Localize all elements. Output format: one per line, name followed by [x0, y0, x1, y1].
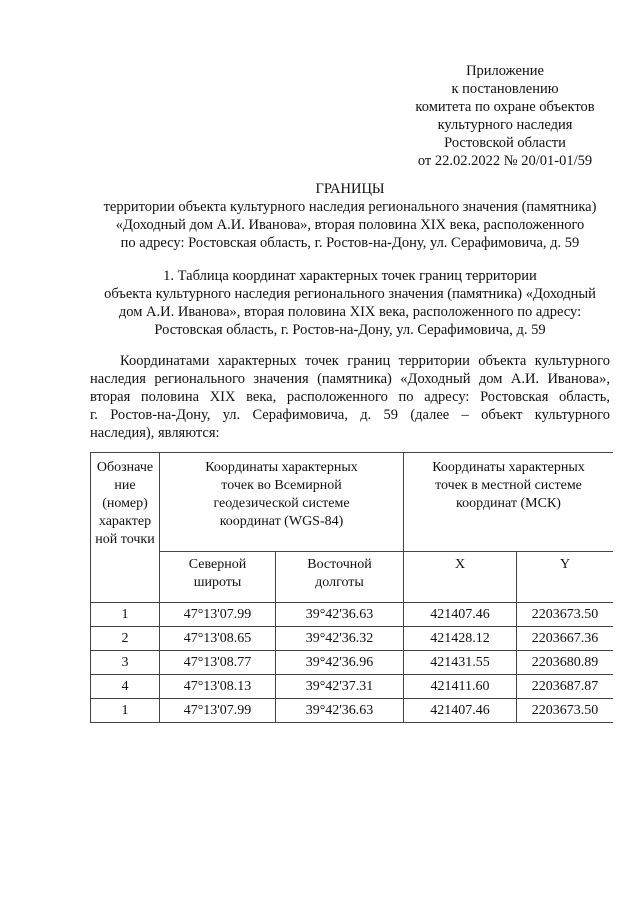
- appendix-line: Ростовской области: [444, 135, 566, 151]
- cell-x: 421407.46: [404, 699, 517, 723]
- header-line: долготы: [315, 575, 364, 590]
- header-line: Северной: [188, 557, 247, 572]
- header-line: Координаты характерных: [205, 460, 358, 475]
- subtitle-line: «Доходный дом А.И. Иванова», вторая половина XIX века, расположенного: [115, 217, 585, 233]
- cell-north: 47°13'07.99: [160, 699, 276, 723]
- cell-east: 39°42'36.96: [276, 651, 404, 675]
- header-line: Координаты характерных: [432, 460, 585, 475]
- header-line: характер: [98, 514, 152, 529]
- subtitle-line: территории объекта культурного наследия регионального значения (памятника): [103, 199, 597, 215]
- header-line: ние: [114, 478, 136, 493]
- header-north-latitude: [160, 552, 276, 603]
- document-subtitle: [80, 198, 620, 252]
- intro-paragraph: [90, 352, 610, 442]
- header-msk: [404, 453, 614, 552]
- cell-north: 47°13'08.65: [160, 627, 276, 651]
- table-row: [91, 699, 614, 723]
- header-line: координат (WGS-84): [219, 514, 344, 529]
- paragraph-line: вторая половина XIX века, расположенного по адресу: Ростовская область,: [90, 389, 610, 405]
- cell-east: 39°42'37.31: [276, 675, 404, 699]
- appendix-line: от 22.02.2022 № 20/01-01/59: [417, 153, 593, 169]
- cell-y: 2203687.87: [517, 675, 614, 699]
- header-line: Обозначе: [96, 460, 154, 475]
- appendix-line: культурного наследия: [437, 117, 573, 133]
- cell-point: 2: [91, 627, 160, 651]
- document-title: ГРАНИЦЫ: [315, 181, 385, 197]
- table-title-line: 1. Таблица координат характерных точек границ территории: [163, 268, 537, 284]
- appendix-line: к постановлению: [451, 81, 559, 97]
- table-row: [91, 603, 614, 627]
- cell-east: 39°42'36.63: [276, 699, 404, 723]
- table-title: [80, 267, 620, 339]
- cell-x: 421407.46: [404, 603, 517, 627]
- header-line: точек во Всемирной: [221, 478, 342, 493]
- cell-y: 2203673.50: [517, 699, 614, 723]
- table-title-line: Ростовская область, г. Ростов-на-Дону, ул. Серафимовича, д. 59: [154, 322, 546, 338]
- table-row: [91, 651, 614, 675]
- paragraph-line: наследия регионального значения (памятника) «Доходный дом А.И. Иванова»,: [90, 371, 610, 387]
- paragraph-line: Координатами характерных точек границ территории объекта культурного: [120, 353, 610, 369]
- header-y: Y: [517, 552, 614, 603]
- appendix-header: [395, 62, 615, 170]
- table-title-line: объекта культурного наследия регионального значения (памятника) «Доходный: [104, 286, 596, 302]
- cell-x: 421431.55: [404, 651, 517, 675]
- header-line: (номер): [102, 496, 148, 511]
- coordinates-table: [90, 452, 613, 723]
- paragraph-line: наследия), являются:: [90, 425, 220, 441]
- cell-x: 421428.12: [404, 627, 517, 651]
- cell-point: 3: [91, 651, 160, 675]
- appendix-line: комитета по охране объектов: [415, 99, 595, 115]
- cell-y: 2203673.50: [517, 603, 614, 627]
- header-line: широты: [193, 575, 242, 590]
- cell-north: 47°13'08.13: [160, 675, 276, 699]
- cell-point: 4: [91, 675, 160, 699]
- cell-east: 39°42'36.63: [276, 603, 404, 627]
- cell-y: 2203667.36: [517, 627, 614, 651]
- header-line: геодезической системе: [213, 496, 350, 511]
- cell-east: 39°42'36.32: [276, 627, 404, 651]
- cell-point: 1: [91, 699, 160, 723]
- cell-point: 1: [91, 603, 160, 627]
- paragraph-line: г. Ростов-на-Дону, ул. Серафимовича, д. 59 (далее – объект культурного: [90, 407, 610, 423]
- table-row: [91, 675, 614, 699]
- header-line: координат (МСК): [456, 496, 561, 511]
- header-wgs84: [160, 453, 404, 552]
- appendix-line: Приложение: [466, 63, 544, 79]
- subtitle-line: по адресу: Ростовская область, г. Ростов-на-Дону, ул. Серафимовича, д. 59: [120, 235, 580, 251]
- header-line: Восточной: [307, 557, 372, 572]
- header-x: X: [404, 552, 517, 603]
- header-line: ной точки: [95, 532, 155, 547]
- header-east-longitude: [276, 552, 404, 603]
- table-title-line: дом А.И. Иванова», вторая половина XIX века, расположенного по адресу:: [118, 304, 582, 320]
- cell-x: 421411.60: [404, 675, 517, 699]
- header-line: точек в местной системе: [435, 478, 582, 493]
- cell-north: 47°13'07.99: [160, 603, 276, 627]
- table-row: [91, 627, 614, 651]
- header-point-id: [91, 453, 160, 603]
- cell-north: 47°13'08.77: [160, 651, 276, 675]
- cell-y: 2203680.89: [517, 651, 614, 675]
